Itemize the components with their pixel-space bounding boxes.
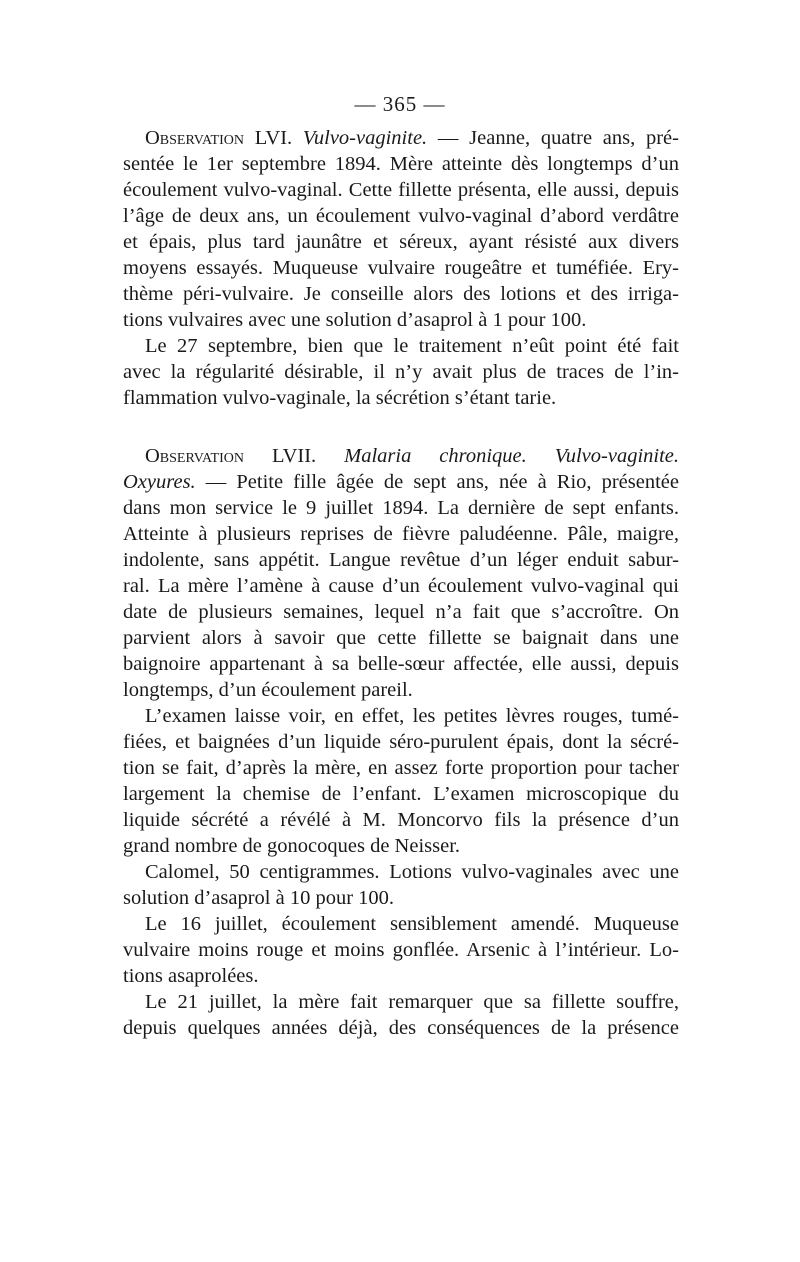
text-line: grand nombre de gonocoques de Neisser.: [123, 835, 461, 857]
text-line: longtemps, d’un écoulement pareil.: [123, 679, 413, 701]
observation-heading: [123, 443, 679, 469]
text-line: date de plusieurs semaines, lequel n’a fait que s’accroître. On: [123, 601, 679, 623]
text-line: [123, 469, 679, 495]
body-text: [123, 125, 679, 1041]
text-line: flammation vulvo-vaginale, la sécrétion s’étant tarie.: [123, 387, 557, 409]
observation-label: Observation LVII.: [145, 445, 317, 467]
text-line: tion se fait, d’après la mère, en assez forte proportion pour tacher: [123, 757, 679, 779]
text-line: Le 21 juillet, la mère fait remarquer que sa fillette souffre,: [145, 991, 679, 1013]
text-line: baignoire appartenant à sa belle-sœur affectée, elle aussi, depuis: [123, 653, 679, 675]
observation-title: Malaria chronique.: [344, 445, 527, 467]
text-line: sentée le 1er septembre 1894. Mère atteinte dès longtemps d’un: [123, 153, 679, 175]
text-line: dans mon service le 9 juillet 1894. La dernière de sept enfants.: [123, 497, 679, 519]
text-line: solution d’asaprol à 10 pour 100.: [123, 887, 395, 909]
text-line: thème péri-vulvaire. Je conseille alors des lotions et des irriga-: [123, 283, 679, 305]
text-line-part: — Petite fille âgée de sept ans, née à Rio, présentée: [205, 471, 680, 493]
observation-title: Vulvo-vaginite.: [554, 445, 679, 467]
text-line: L’examen laisse voir, en effet, les petites lèvres rouges, tumé-: [145, 705, 679, 727]
text-line: moyens essayés. Muqueuse vulvaire rougeâtre et tuméfiée. Ery-: [123, 257, 679, 279]
text-line: vulvaire moins rouge et moins gonflée. Arsenic à l’intérieur. Lo-: [123, 939, 679, 961]
text-line: et épais, plus tard jaunâtre et séreux, ayant résisté aux divers: [123, 231, 679, 253]
text-line: avec la régularité désirable, il n’y avait plus de traces de l’in-: [123, 361, 679, 383]
text-line: Le 16 juillet, écoulement sensiblement amendé. Muqueuse: [145, 913, 679, 935]
text-line: depuis quelques années déjà, des conséquences de la présence: [123, 1017, 679, 1039]
text-line: tions vulvaires avec une solution d’asaprol à 1 pour 100.: [123, 309, 587, 331]
text-line: parvient alors à savoir que cette fillette se baignait dans une: [123, 627, 679, 649]
text-line: Le 27 septembre, bien que le traitement n’eût point été fait: [145, 335, 679, 357]
text-line: écoulement vulvo-vaginal. Cette fillette présenta, elle aussi, depuis: [123, 179, 679, 201]
text-line: — Jeanne, quatre ans, pré-: [437, 127, 679, 149]
text-line: Calomel, 50 centigrammes. Lotions vulvo-vaginales avec une: [145, 861, 679, 883]
text-line: tions asaprolées.: [123, 965, 259, 987]
text-line: indolente, sans appétit. Langue revêtue d’un léger enduit sabur-: [123, 549, 679, 571]
observation-title: Vulvo-vaginite.: [302, 127, 428, 149]
text-line: liquide sécrété a révélé à M. Moncorvo fils la présence d’un: [123, 809, 679, 831]
text-line: Atteinte à plusieurs reprises de fièvre paludéenne. Pâle, maigre,: [123, 523, 679, 545]
text-line: fiées, et baignées d’un liquide séro-purulent épais, dont la sécré-: [123, 731, 679, 753]
page-number: — 365 —: [354, 92, 446, 116]
text-line: largement la chemise de l’enfant. L’examen microscopique du: [123, 783, 679, 805]
observation-title: Oxyures.: [123, 471, 196, 493]
section-gap: [123, 411, 679, 443]
observation-heading: [123, 125, 679, 151]
text-line: ral. La mère l’amène à cause d’un écoulement vulvo-vaginal qui: [123, 575, 679, 597]
text-line: l’âge de deux ans, un écoulement vulvo-vaginal d’abord verdâtre: [123, 205, 679, 227]
observation-label: Observation LVI.: [145, 127, 293, 149]
